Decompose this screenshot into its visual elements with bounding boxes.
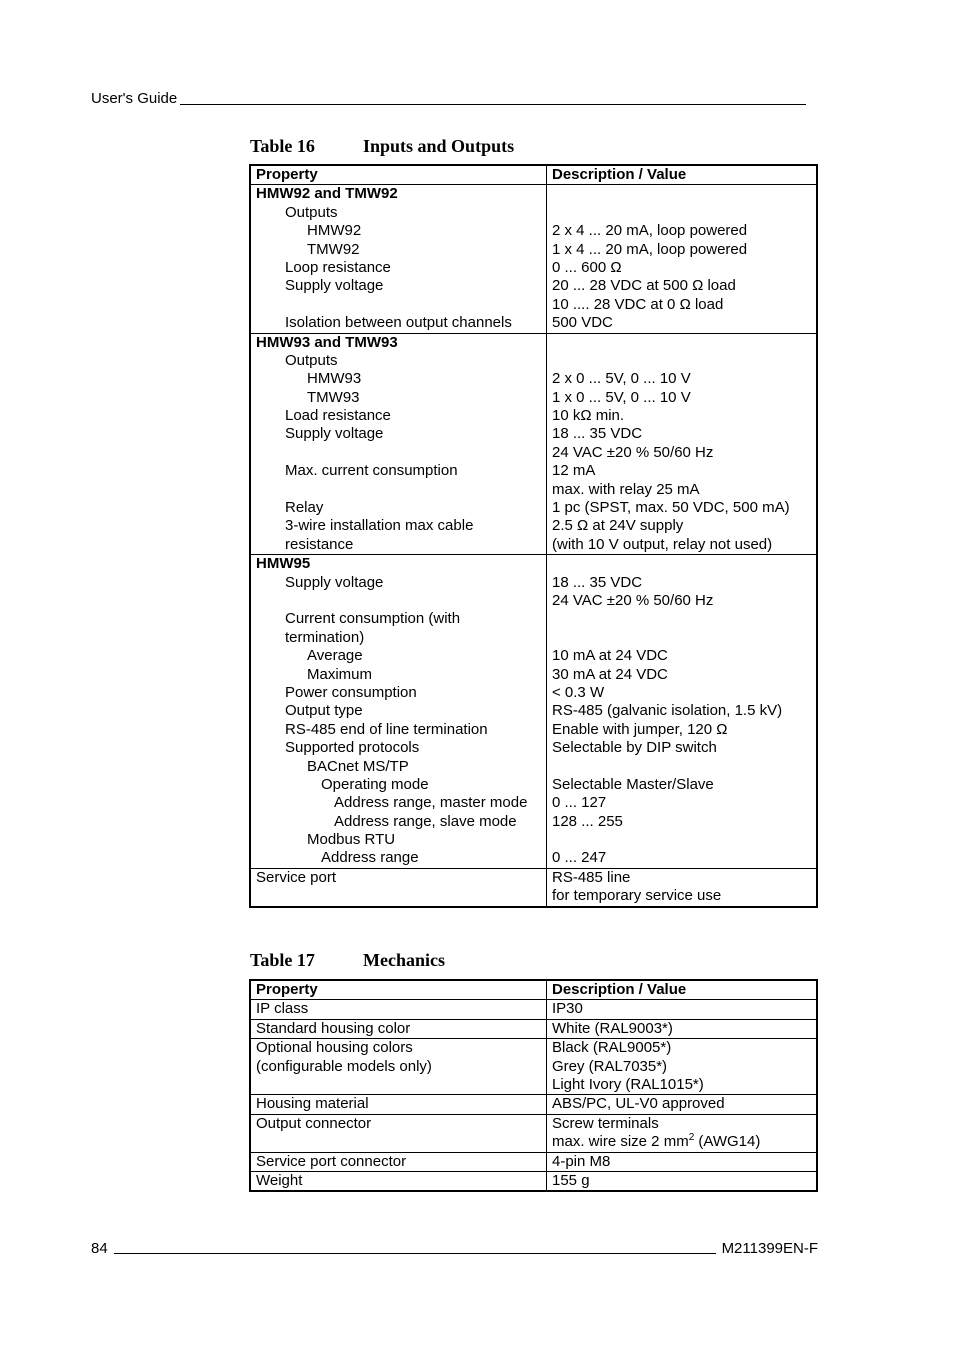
col-value-header: Description / Value bbox=[547, 980, 818, 1000]
table-row bbox=[250, 555, 817, 869]
table-row: Service port connector 4-pin M8 bbox=[250, 1152, 817, 1171]
table16 bbox=[249, 164, 818, 908]
section-hmw93-values: 2 x 0 ... 5V, 0 ... 10 V 1 x 0 ... 5V, 0 ... 10 V 10 kΩ min. 18 ... 35 VDC 24 VAC ±20 % 50/60 Hz 12 mA max. with relay 25 mA 1 pc (SPST, max. 50 VDC, 500 mA) 2.5 Ω at 24V supply (with 10 V output, relay not used) bbox=[547, 333, 818, 555]
service-port-label: Service port bbox=[250, 868, 547, 906]
table17-title: Mechanics bbox=[363, 950, 445, 970]
page-number: 84 bbox=[91, 1240, 108, 1257]
table-row bbox=[250, 333, 817, 555]
table-row: Housing material ABS/PC, UL-V0 approved bbox=[250, 1095, 817, 1114]
table-header-row bbox=[250, 165, 817, 185]
table-header-row bbox=[250, 980, 817, 1000]
table17 bbox=[249, 979, 818, 1192]
table-row bbox=[250, 185, 817, 333]
table16-number: Table 16 bbox=[250, 136, 315, 156]
col-property-header: Property bbox=[250, 980, 547, 1000]
section-hmw95-properties: HMW95 Supply voltage Current consumption (with termination) Average Maximum Power consumption Output type RS-485 end of line termination Supported protocols BACnet MS/TP Operating mode Address range, master mode Address range, slave mode Modbus RTU Address range bbox=[250, 555, 547, 869]
header-rule bbox=[180, 104, 806, 105]
section-hmw93-properties: HMW93 and TMW93 Outputs HMW93 TMW93 Load resistance Supply voltage Max. current consumption Relay 3-wire installation max cable resistance bbox=[250, 333, 547, 555]
section-hmw95-values: 18 ... 35 VDC 24 VAC ±20 % 50/60 Hz 10 mA at 24 VDC 30 mA at 24 VDC < 0.3 W RS-485 (galvanic isolation, 1.5 kV) Enable with jumper, 120 Ω Selectable by DIP switch Selectable Master/Slave 0 ... 127 128 ... 255 0 ... 247 bbox=[547, 555, 818, 869]
document-id: M211399EN-F bbox=[721, 1240, 818, 1257]
table-row: Output connector Screw terminals max. wire size 2 $mm^2$ (AWG14) bbox=[250, 1114, 817, 1152]
table17-caption bbox=[250, 950, 445, 971]
page-footer bbox=[91, 1240, 818, 1257]
section-hmw92-values: 2 x 4 ... 20 mA, loop powered 1 x 4 ... 20 mA, loop powered 0 ... 600 Ω 20 ... 28 VDC at 500 Ω load 10 .... 28 VDC at 0 Ω load 500 VDC bbox=[547, 185, 818, 333]
table-row bbox=[250, 868, 817, 906]
table17-number: Table 17 bbox=[250, 950, 315, 970]
section-hmw92-properties: HMW92 and TMW92 Outputs HMW92 TMW92 Loop resistance Supply voltage Isolation between output channels bbox=[250, 185, 547, 333]
col-value-header: Description / Value bbox=[547, 165, 818, 185]
service-port-values: RS-485 line for temporary service use bbox=[547, 868, 818, 906]
table-row: Standard housing color White (RAL9003*) bbox=[250, 1019, 817, 1038]
col-property-header: Property bbox=[250, 165, 547, 185]
table-row: Optional housing colors (configurable models only) Black (RAL9005*) Grey (RAL7035*) Light Ivory (RAL1015*) bbox=[250, 1039, 817, 1095]
table-row: Weight 155 g bbox=[250, 1171, 817, 1191]
table-row: IP class IP30 bbox=[250, 1000, 817, 1019]
page-header bbox=[91, 90, 806, 107]
table16-caption bbox=[250, 136, 514, 157]
footer-rule bbox=[114, 1253, 716, 1254]
table16-title: Inputs and Outputs bbox=[363, 136, 515, 156]
header-title: User's Guide bbox=[91, 90, 178, 107]
